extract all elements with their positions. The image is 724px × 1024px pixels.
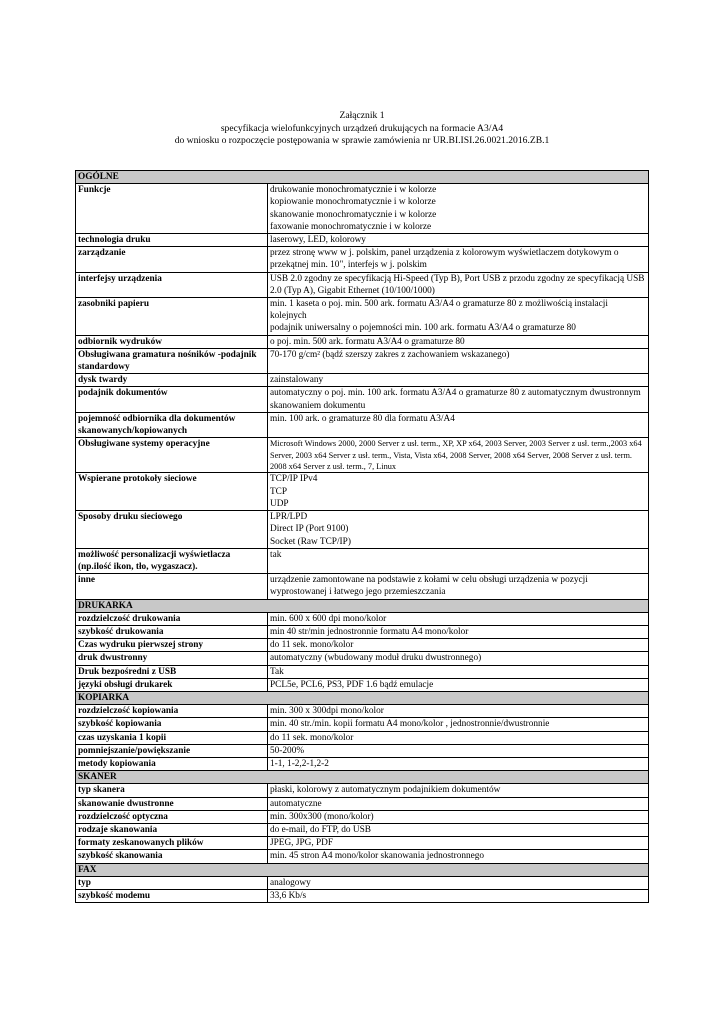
table-row — [76, 639, 649, 652]
row-label: podajnik dokumentów — [76, 387, 268, 412]
table-row — [76, 876, 649, 889]
row-label: szybkość skanowania — [76, 850, 268, 863]
value-line: podajnik uniwersalny o pojemności min. 100 ark. formatu A3/A4 o gramaturze 80 — [270, 323, 576, 334]
value-line: automatyczny o poj. min. 100 ark. formatu A3/A4 o gramaturze 80 z automatycznym dwustronnym skanowaniem dokumentu — [270, 388, 641, 411]
table-row — [76, 348, 649, 373]
row-value — [268, 889, 649, 902]
value-line: min. 45 stron A4 mono/kolor skanowania jednostronnego — [270, 851, 485, 862]
row-label: typ — [76, 876, 268, 889]
table-row — [76, 731, 649, 744]
value-line: TCP — [270, 486, 288, 497]
table-row — [76, 837, 649, 850]
row-label: rodzaje skanowania — [76, 823, 268, 836]
row-label: dysk twardy — [76, 374, 268, 387]
row-label: pojemność odbiornika dla dokumentów skanowanych/kopiowanych — [76, 412, 268, 437]
table-row — [76, 757, 649, 770]
section-header-row — [76, 691, 649, 704]
value-line: faxowanie monochromatycznie i w kolorze — [270, 221, 432, 232]
row-value — [268, 876, 649, 889]
row-label: formaty zeskanowanych plików — [76, 837, 268, 850]
attachment-title: Załącznik 1 — [339, 110, 385, 121]
section-header-row — [76, 171, 649, 184]
row-label: odbiornik wydruków — [76, 335, 268, 348]
row-label: zarządzanie — [76, 247, 268, 272]
row-value — [268, 797, 649, 810]
table-row — [76, 438, 649, 473]
value-line: 50-200% — [270, 745, 305, 756]
table-row — [76, 247, 649, 272]
row-value — [268, 744, 649, 757]
value-line: do e-mail, do FTP, do USB — [270, 824, 371, 835]
row-value — [268, 511, 649, 549]
row-value — [268, 652, 649, 665]
value-line: przez stronę www w j. polskim, panel urządzenia z kolorowym wyświetlaczem dotykowym o przekątnej min. 10", interfejs w j. polskim — [270, 248, 619, 271]
row-value — [268, 473, 649, 511]
row-label: Wspierane protokoły sieciowe — [76, 473, 268, 511]
row-label: druk dwustronny — [76, 652, 268, 665]
table-row — [76, 387, 649, 412]
row-value — [268, 298, 649, 336]
value-line: UDP — [270, 498, 289, 509]
row-label: szybkość drukowania — [76, 625, 268, 638]
row-label: Obsługiwana gramatura nośników -podajnik standardowy — [76, 348, 268, 373]
row-value — [268, 374, 649, 387]
table-row — [76, 784, 649, 797]
table-row — [76, 234, 649, 247]
row-label: metody kopiowania — [76, 757, 268, 770]
table-row — [76, 850, 649, 863]
table-row — [76, 678, 649, 691]
row-value — [268, 639, 649, 652]
row-value — [268, 731, 649, 744]
value-line: do 11 sek. mono/kolor — [270, 640, 354, 651]
section-header-row — [76, 599, 649, 612]
row-value — [268, 757, 649, 770]
table-row — [76, 797, 649, 810]
value-line: TCP/IP IPv4 — [270, 474, 318, 485]
section-title: DRUKARKA — [76, 599, 649, 612]
attachment-subtitle: specyfikacja wielofunkcyjnych urządzeń drukujących na formacie A3/A4 — [220, 122, 504, 134]
table-row — [76, 823, 649, 836]
table-row — [76, 298, 649, 336]
row-label: skanowanie dwustronne — [76, 797, 268, 810]
row-value — [268, 718, 649, 731]
row-label: szybkość modemu — [76, 889, 268, 902]
row-value — [268, 234, 649, 247]
value-line: Direct IP (Port 9100) — [270, 524, 349, 535]
value-line: płaski, kolorowy z automatycznym podajnikiem dokumentów — [270, 785, 501, 796]
row-value — [268, 837, 649, 850]
row-value — [268, 387, 649, 412]
row-label: Sposoby druku sieciowego — [76, 511, 268, 549]
value-line: Tak — [270, 666, 284, 677]
table-row — [76, 473, 649, 511]
value-line: Microsoft Windows 2000, 2000 Server z usł. term., XP, XP x64, 2003 Server, 2003 Server z usł. term.,2003 x64 Server, 2003 x64 Server z usł. term., Vista, Vista x64, 2008 Server, 2008 x64 Server, 2008 Server z usł. term. 2008 x64 Server z usł. term., 7, Linux — [270, 439, 642, 472]
row-value — [268, 678, 649, 691]
value-line: skanowanie monochromatycznie i w kolorze — [270, 209, 437, 220]
row-value — [268, 705, 649, 718]
row-value — [268, 625, 649, 638]
section-title: KOPIARKA — [76, 691, 649, 704]
value-line: USB 2.0 zgodny ze specyfikacją Hi-Speed (Typ B), Port USB z przodu zgodny ze specyfikacją USB 2.0 (Typ A), Gigabit Ethernet (10/100/1000) — [270, 273, 645, 296]
table-row — [76, 612, 649, 625]
value-line: laserowy, LED, kolorowy — [270, 235, 366, 246]
table-row — [76, 718, 649, 731]
value-line: JPEG, JPG, PDF — [270, 838, 334, 849]
value-line: Socket (Raw TCP/IP) — [270, 536, 351, 547]
table-row — [76, 744, 649, 757]
value-line: analogowy — [270, 877, 311, 888]
table-row — [76, 272, 649, 297]
row-value — [268, 574, 649, 599]
table-row — [76, 184, 649, 234]
row-value — [268, 272, 649, 297]
row-label: Druk bezpośredni z USB — [76, 665, 268, 678]
row-value — [268, 665, 649, 678]
row-label: Czas wydruku pierwszej strony — [76, 639, 268, 652]
row-label: inne — [76, 574, 268, 599]
row-value — [268, 335, 649, 348]
row-label: języki obsługi drukarek — [76, 678, 268, 691]
row-value — [268, 548, 649, 573]
section-title: FAX — [76, 863, 649, 876]
value-line: o poj. min. 500 ark. formatu A3/A4 o gramaturze 80 — [270, 336, 465, 347]
value-line: LPR/LPD — [270, 512, 308, 523]
row-label: pomniejszanie/powiększanie — [76, 744, 268, 757]
value-line: min. 40 str./min. kopii formatu A4 mono/kolor , jednostronnie/dwustronnie — [270, 719, 550, 730]
section-header-row — [76, 771, 649, 784]
value-line: automatyczne — [270, 798, 322, 809]
row-value — [268, 348, 649, 373]
table-row — [76, 511, 649, 549]
row-value — [268, 850, 649, 863]
value-line: drukowanie monochromatycznie i w kolorze — [270, 185, 437, 196]
row-label: szybkość kopiowania — [76, 718, 268, 731]
table-row — [76, 810, 649, 823]
row-label: czas uzyskania 1 kopii — [76, 731, 268, 744]
value-line: zainstalowany — [270, 375, 324, 386]
table-row — [76, 625, 649, 638]
table-row — [76, 705, 649, 718]
value-line: min. 300x300 (mono/kolor) — [270, 811, 374, 822]
row-value — [268, 810, 649, 823]
value-line: tak — [270, 549, 282, 560]
row-value — [268, 412, 649, 437]
value-line: PCL5e, PCL6, PS3, PDF 1.6 bądź emulacje — [270, 679, 434, 690]
attachment-reference: do wniosku o rozpoczęcie postępowania w sprawie zamówienia nr UR.BI.ISI.26.0021.2016.ZB.1 — [174, 135, 550, 146]
table-row — [76, 652, 649, 665]
value-line: urządzenie zamontowane na podstawie z kołami w celu obsługi urządzenia w pozycji wyprostowanej i łatwego jego przemieszczania — [270, 575, 588, 598]
value-line: min. 100 ark. o gramaturze 80 dla formatu A3/A4 — [270, 413, 455, 424]
table-row — [76, 374, 649, 387]
section-header-row — [76, 863, 649, 876]
row-label: interfejsy urządzenia — [76, 272, 268, 297]
row-value — [268, 784, 649, 797]
table-row — [76, 574, 649, 599]
table-row — [76, 548, 649, 573]
value-line: do 11 sek. mono/kolor — [270, 732, 354, 743]
value-line: min. 300 x 300dpi mono/kolor — [270, 706, 384, 717]
row-label: rozdzielczość kopiowania — [76, 705, 268, 718]
value-line: kopiowanie monochromatycznie i w kolorze — [270, 197, 436, 208]
value-line: min. 600 x 600 dpi mono/kolor — [270, 613, 387, 624]
row-label: Obsługiwane systemy operacyjne — [76, 438, 268, 473]
row-label: rozdzielczość optyczna — [76, 810, 268, 823]
row-label: zasobniki papieru — [76, 298, 268, 336]
section-title: SKANER — [76, 771, 649, 784]
value-line: automatyczny (wbudowany moduł druku dwustronnego) — [270, 653, 482, 664]
document-header — [0, 110, 724, 148]
table-row — [76, 889, 649, 902]
row-value — [268, 612, 649, 625]
value-line: min. 1 kaseta o poj. min. 500 ark. formatu A3/A4 o gramaturze 80 z możliwością instalacji kolejnych — [270, 299, 608, 322]
row-label: rozdzielczość drukowania — [76, 612, 268, 625]
row-value — [268, 823, 649, 836]
row-label: Funkcje — [76, 184, 268, 234]
table-row — [76, 665, 649, 678]
section-title: OGÓLNE — [76, 171, 649, 184]
row-label: możliwość personalizacji wyświetlacza (np.ilość ikon, tło, wygaszacz). — [76, 548, 268, 573]
specification-table — [75, 170, 649, 903]
row-value — [268, 247, 649, 272]
row-label: technologia druku — [76, 234, 268, 247]
value-line: 1-1, 1-2,2-1,2-2 — [270, 758, 329, 769]
value-line: 33,6 Kb/s — [270, 890, 307, 901]
value-line: 70-170 g/cm² (bądź szerszy zakres z zachowaniem wskazanego) — [270, 349, 510, 360]
table-row — [76, 335, 649, 348]
table-row — [76, 412, 649, 437]
row-label: typ skanera — [76, 784, 268, 797]
row-value — [268, 438, 649, 473]
row-value — [268, 184, 649, 234]
value-line: min 40 str/min jednostronnie formatu A4 mono/kolor — [270, 626, 469, 637]
